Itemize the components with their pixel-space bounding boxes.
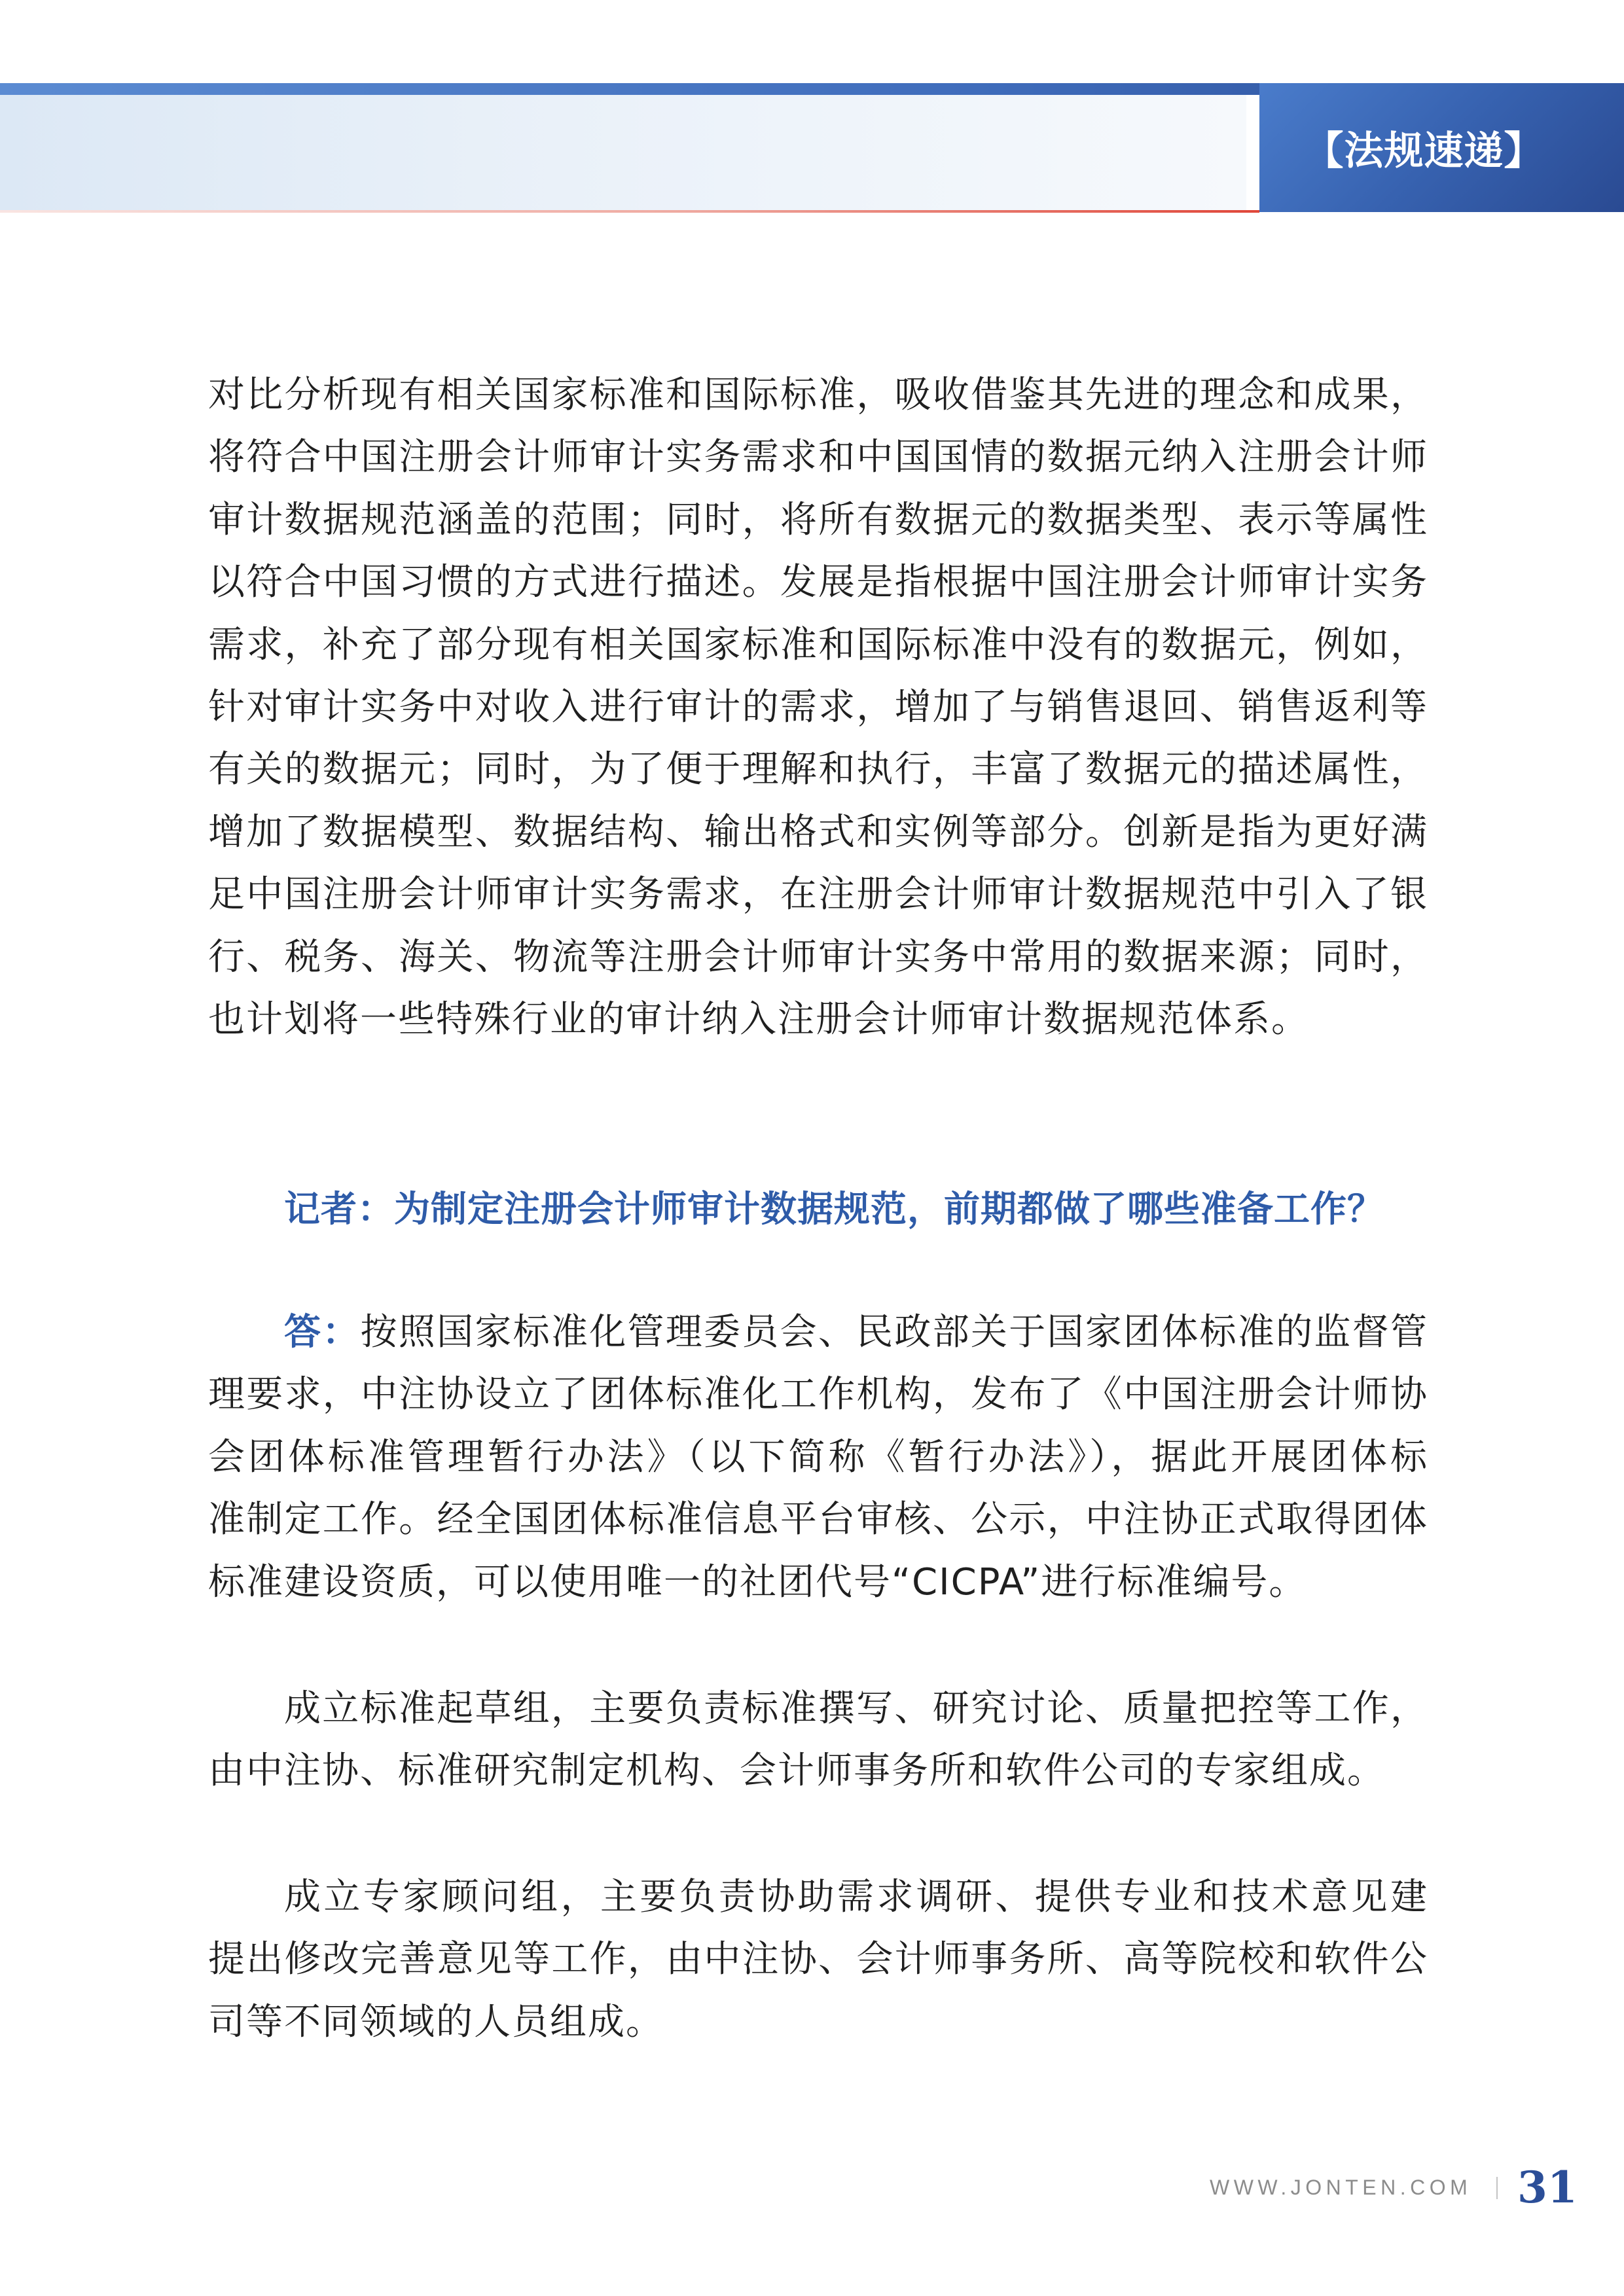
answer-first-line: 按照国家标准化管理委员会、民政部关于国家团体标准的监督管: [360, 1311, 1428, 1354]
text-line: 有关的数据元；同时，为了便于理解和执行，丰富了数据元的描述属性，: [208, 748, 1428, 791]
paragraph-advisory-group: [208, 1866, 1428, 2053]
text-line: 将符合中国注册会计师审计实务需求和中国国情的数据元纳入注册会计师: [208, 436, 1428, 479]
text-line: 针对审计实务中对收入进行审计的需求，增加了与销售退回、销售返利等: [208, 685, 1428, 728]
header-red-divider: [0, 210, 1259, 213]
text-line: 理要求，中注协设立了团体标准化工作机构，发布了《中国注册会计师协: [208, 1373, 1428, 1416]
text-line: [208, 1301, 1428, 1363]
text-line: 行、税务、海关、物流等注册会计师审计实务中常用的数据来源；同时，: [208, 935, 1428, 978]
text-line: 对比分析现有相关国家标准和国际标准，吸收借鉴其先进的理念和成果，: [208, 374, 1428, 416]
text-line: 标准建设资质，可以使用唯一的社团代号“CICPA”进行标准编号。: [208, 1560, 1307, 1604]
answer-label: 答：: [284, 1311, 361, 1354]
text-line: 提出修改完善意见等工作，由中注协、会计师事务所、高等院校和软件公: [208, 1938, 1428, 1981]
text-line: 由中注协、标准研究制定机构、会计师事务所和软件公司的专家组成。: [208, 1749, 1385, 1793]
section-tag-box: [1259, 83, 1624, 212]
text-line: 成立专家顾问组，主要负责协助需求调研、提供专业和技术意见建: [284, 1876, 1428, 1918]
header-light-panel: [0, 95, 1246, 210]
paragraph-answer: [208, 1301, 1428, 1613]
text-line: 司等不同领域的人员组成。: [208, 2000, 664, 2043]
text-line: 增加了数据模型、数据结构、输出格式和实例等部分。创新是指为更好满: [208, 810, 1428, 853]
text-line: 也计划将一些特殊行业的审计纳入注册会计师审计数据规范体系。: [208, 997, 1309, 1041]
text-line: 准制定工作。经全国团体标准信息平台审核、公示，中注协正式取得团体: [208, 1498, 1428, 1541]
text-line: 审计数据规范涵盖的范围；同时，将所有数据元的数据类型、表示等属性: [208, 498, 1428, 541]
text-line: 会团体标准管理暂行办法》（以下简称《暂行办法》），据此开展团体标: [208, 1435, 1428, 1479]
footer-separator: [1496, 2177, 1498, 2199]
footer-website: WWW.JONTEN.COM: [1210, 2176, 1472, 2199]
paragraph-drafting-group: [208, 1677, 1428, 1803]
page-number: 31: [1517, 2162, 1578, 2213]
text-line: 成立标准起草组，主要负责标准撰写、研究讨论、质量把控等工作，: [284, 1687, 1428, 1730]
paragraph-intro: [208, 364, 1428, 1050]
interview-question: 记者：为制定注册会计师审计数据规范，前期都做了哪些准备工作？: [284, 1188, 1384, 1230]
text-line: 以符合中国习惯的方式进行描述。发展是指根据中国注册会计师审计实务: [208, 561, 1428, 604]
section-tag: 【法规速递】: [1304, 128, 1544, 174]
text-line: 足中国注册会计师审计实务需求，在注册会计师审计数据规范中引入了银: [208, 873, 1428, 916]
text-line: 需求，补充了部分现有相关国家标准和国际标准中没有的数据元，例如，: [208, 623, 1428, 666]
